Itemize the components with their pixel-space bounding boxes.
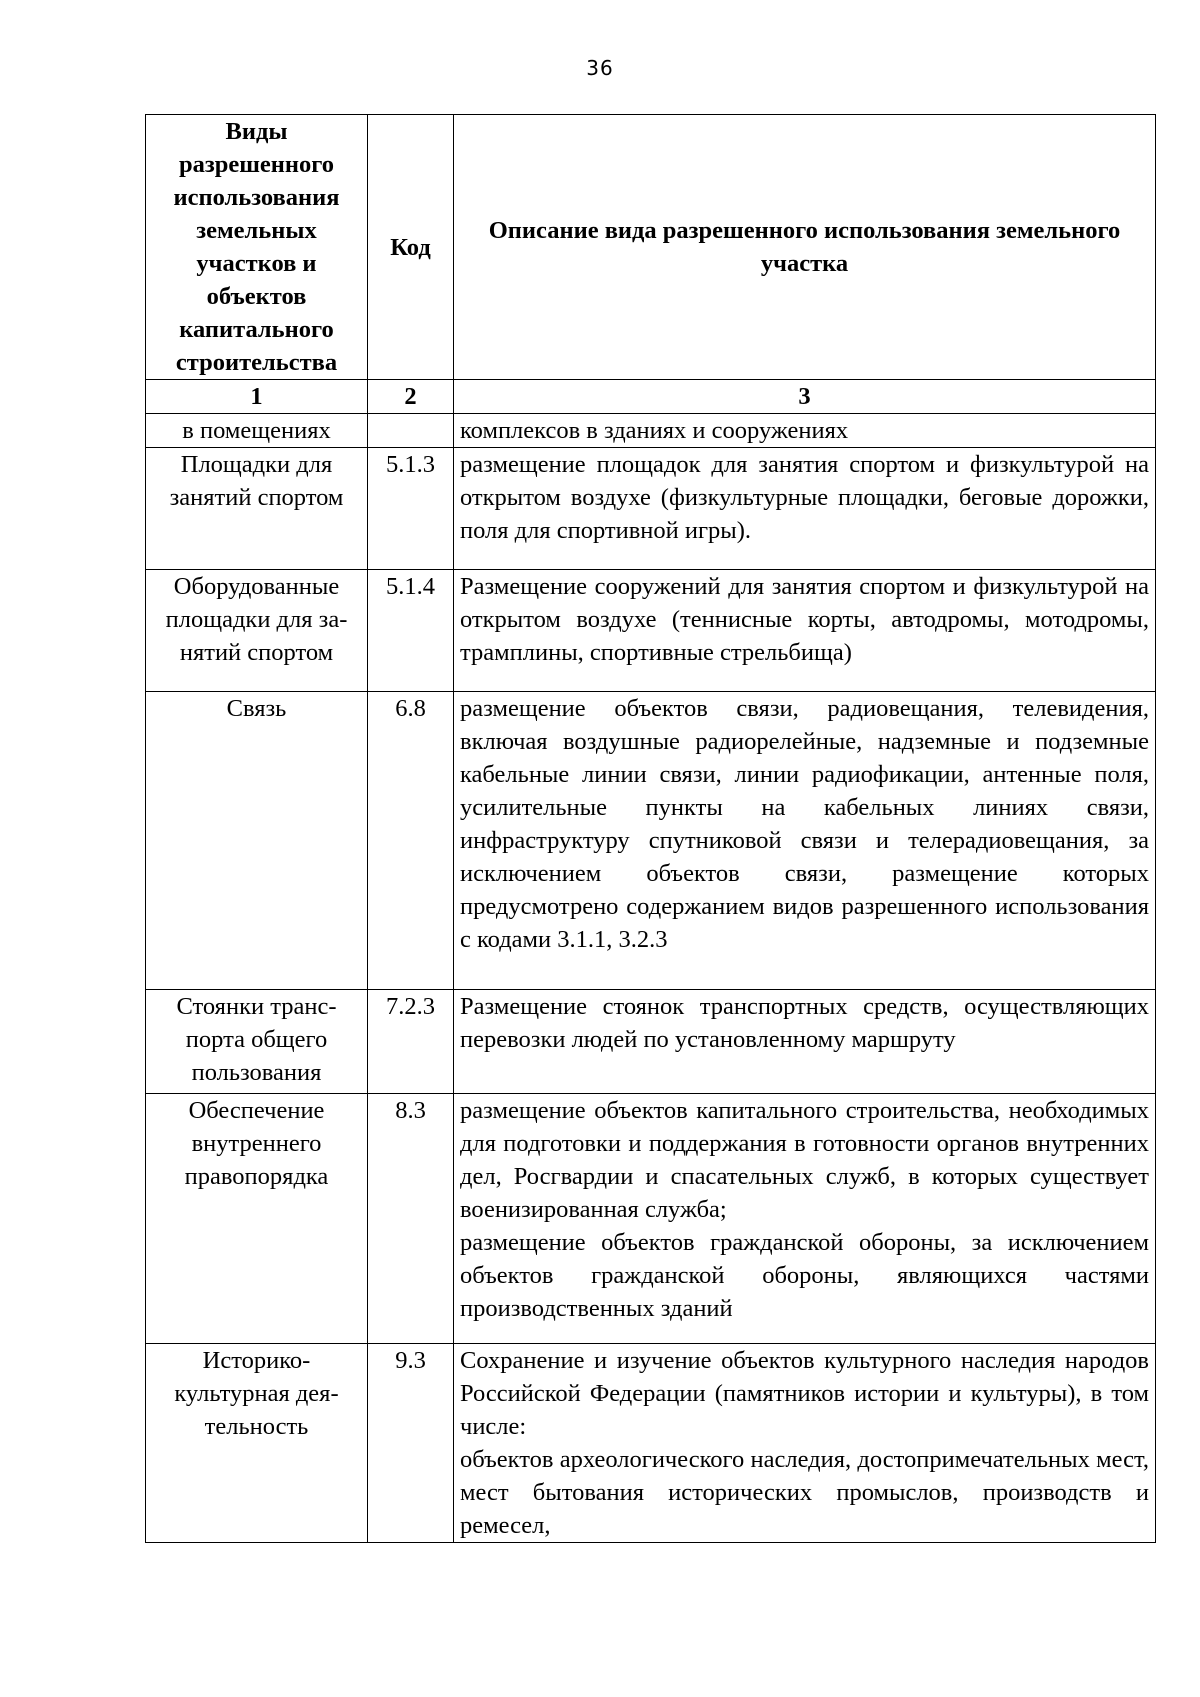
row-description <box>454 692 1156 990</box>
description-paragraph: объектов археологического наследия, достопримечательных мест, мест бытования исторических промыслов, производств и ремесел, <box>460 1446 1149 1539</box>
column-number: 3 <box>454 380 1156 414</box>
header-row <box>146 115 1156 380</box>
table-row <box>146 448 1156 570</box>
header-land-use-type: Виды разрешенного использования земельных участков и объектов капитального строительства <box>146 115 368 380</box>
row-name: в помещениях <box>146 414 368 448</box>
description-paragraph: Сохранение и изучение объектов культурного наследия народов Российской Федерации (памятников истории и культуры), в том числе: <box>460 1347 1149 1440</box>
description-paragraph: размещение площадок для занятия спортом и физкультурой на открытом воздухе (физкультурные площадки, беговые дорожки, поля для спортивной игры). <box>460 451 1149 544</box>
column-number: 1 <box>146 380 368 414</box>
row-name: Историко-культурная дея-тельность <box>146 1344 368 1543</box>
header-code: Код <box>368 115 454 380</box>
table-row <box>146 414 1156 448</box>
row-name: Площадки для занятий спортом <box>146 448 368 570</box>
row-code: 7.2.3 <box>368 990 454 1094</box>
table-row <box>146 692 1156 990</box>
page-number: 36 <box>586 56 614 80</box>
row-description <box>454 570 1156 692</box>
row-name: Оборудованные площадки для за-нятий спортом <box>146 570 368 692</box>
row-name: Стоянки транс-порта общего пользования <box>146 990 368 1094</box>
row-description <box>454 1344 1156 1543</box>
row-code <box>368 414 454 448</box>
description-paragraph: размещение объектов гражданской обороны, за исключением объектов гражданской обороны, являющихся частями производственных зданий <box>460 1229 1149 1322</box>
row-code: 5.1.3 <box>368 448 454 570</box>
table-row <box>146 1094 1156 1344</box>
row-code: 5.1.4 <box>368 570 454 692</box>
row-name: Связь <box>146 692 368 990</box>
description-paragraph: Размещение сооружений для занятия спортом и физкультурой на открытом воздухе (теннисные корты, автодромы, мотодромы, трамплины, спортивные стрельбища) <box>460 573 1149 666</box>
row-code: 8.3 <box>368 1094 454 1344</box>
row-description <box>454 448 1156 570</box>
row-name: Обеспечение внутреннего правопорядка <box>146 1094 368 1344</box>
description-paragraph: комплексов в зданиях и сооружениях <box>460 417 849 444</box>
row-description <box>454 1094 1156 1344</box>
column-number-row <box>146 380 1156 414</box>
table-row <box>146 570 1156 692</box>
row-description <box>454 414 1156 448</box>
table-row <box>146 990 1156 1094</box>
description-paragraph: Размещение стоянок транспортных средств, осуществляющих перевозки людей по установленному маршруту <box>460 993 1149 1053</box>
land-use-table <box>145 114 1156 1543</box>
column-number: 2 <box>368 380 454 414</box>
table-row <box>146 1344 1156 1543</box>
row-code: 9.3 <box>368 1344 454 1543</box>
description-paragraph: размещение объектов капитального строительства, необходимых для подготовки и поддержания в готовности органов внутренних дел, Росгвардии и спасательных служб, в которых существует военизированная служба; <box>460 1097 1149 1223</box>
description-paragraph: размещение объектов связи, радиовещания, телевидения, включая воздушные радиорелейные, надземные и подземные кабельные линии связи, линии радиофикации, антенные поля, усилительные пункты на кабельных линиях связи, инфраструктуру спутниковой связи и телерадиовещания, за исключением объектов связи, размещение которых предусмотрено содержанием видов разрешенного использования с кодами 3.1.1, 3.2.3 <box>460 695 1149 953</box>
row-code: 6.8 <box>368 692 454 990</box>
header-description: Описание вида разрешенного использования земельного участка <box>454 115 1156 380</box>
row-description <box>454 990 1156 1094</box>
